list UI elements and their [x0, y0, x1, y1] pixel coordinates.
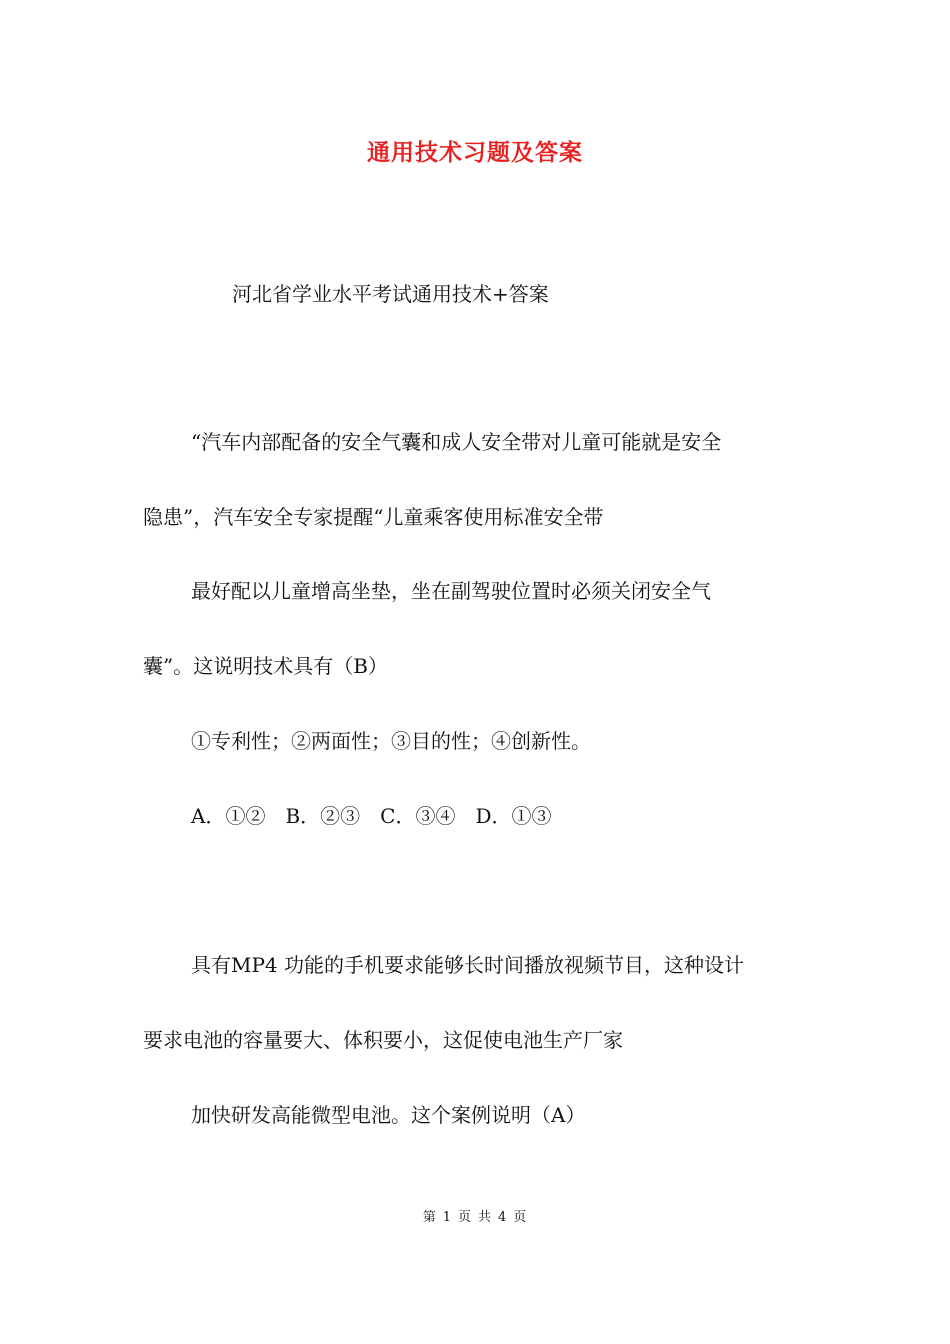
footer-total-pages: 4: [498, 1210, 508, 1225]
question2-line2: 要求电池的容量要大、体积要小，这促使电池生产厂家: [143, 1028, 623, 1052]
footer-label-total: 共: [478, 1210, 493, 1225]
footer-current-page: 1: [442, 1210, 452, 1225]
footer-label-unit: 页: [457, 1210, 472, 1225]
question1-line2: 隐患”，汽车安全专家提醒“儿童乘客使用标准安全带: [143, 505, 604, 529]
question2-line1: 具有MP4 功能的手机要求能够长时间播放视频节目，这种设计: [191, 953, 745, 977]
page-footer: [0, 1208, 950, 1228]
page-title: 通用技术习题及答案: [367, 139, 583, 166]
question1-line3: 最好配以儿童增高坐垫，坐在副驾驶位置时必须关闭安全气: [191, 579, 711, 603]
question1-options: A．①② B．②③ C．③④ D．①③: [191, 804, 552, 828]
question1-line1: “汽车内部配备的安全气囊和成人安全带对儿童可能就是安全: [191, 430, 722, 454]
footer-label-page: 第: [422, 1210, 437, 1225]
document-subtitle: 河北省学业水平考试通用技术+答案: [232, 282, 549, 306]
question1-items: ①专利性；②两面性；③目的性；④创新性。: [191, 729, 591, 753]
question2-line3: 加快研发高能微型电池。这个案例说明（A）: [191, 1103, 586, 1127]
footer-label-unit2: 页: [513, 1210, 528, 1225]
question1-line4: 囊”。这说明技术具有（B）: [143, 654, 388, 678]
